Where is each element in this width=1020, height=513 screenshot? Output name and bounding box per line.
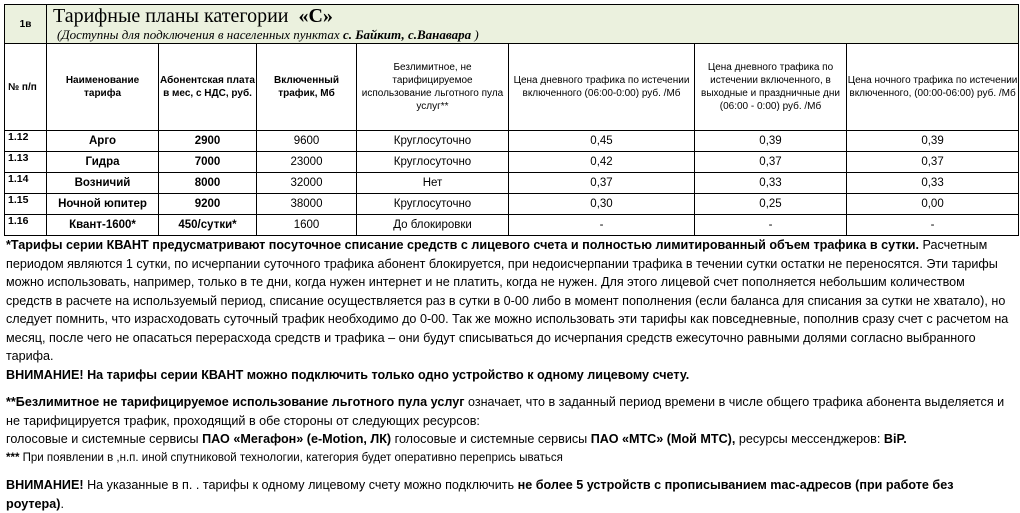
note-kvant-text: Расчетным периодом являются 1 сутки, по исчерпании суточного трафика абонент блокируется, при недоисчерпании трафика в течении сутки остатки не переносятся. Эти тарифы можно использовать, например, только в те дни, когда нужен интернет и не платить, когда не нужен. Для этого лицевой счет пополняется небольшим количеством средств в расчете на используемый период, списание осуществляется раз в сутки в 0-00 либо в момент пополнения (если баланса для списания за сутки не хватало), но следует помнить, что израсходовать суточный трафик необходимо до 0-00. Так же можно использовать эти тарифы как повседневные, пополнив сразу счет с расчетом на месяц, после чего не опасаться перерасхода средств и трафика – они будут списываться до исчерпания средств ежесуточно равными долями согласно выбранного тарифа.: [6, 238, 1009, 363]
table-row: [5, 152, 1019, 173]
row-name: Возничий: [47, 173, 159, 194]
note-kvant-bold: *Тарифы серии КВАНТ предусматривают посуточное списание средств с лицевого счета и полностью лимитированный объем трафика в сутки.: [6, 238, 920, 252]
note-kvant-warning-text: ВНИМАНИЕ! На тарифы серии КВАНТ можно подключить только одно устройство к одному лицевому счету.: [6, 367, 690, 382]
row-fee: 8000: [159, 173, 257, 194]
row-night-price: 0,37: [847, 152, 1019, 173]
row-num: 1.14: [5, 173, 47, 194]
row-night-price: 0,00: [847, 194, 1019, 215]
subtitle-suffix: ): [474, 27, 479, 42]
col-header-traffic: Включенный трафик, Мб: [257, 44, 357, 131]
note-devices-warning: ВНИМАНИЕ!: [6, 478, 84, 492]
page-title: [53, 5, 1018, 27]
row-name: Ночной юпитер: [47, 194, 159, 215]
row-traffic: 23000: [257, 152, 357, 173]
table-title-cell: [47, 5, 1019, 44]
row-fee: 9200: [159, 194, 257, 215]
note-devices: [6, 476, 1012, 513]
note-kvant: [6, 236, 1012, 366]
row-fee: 450/сутки*: [159, 215, 257, 236]
table-row: [5, 215, 1019, 236]
subtitle-places: с. Байкит, с.Ванавара: [342, 27, 472, 42]
row-weekend-price: -: [695, 215, 847, 236]
row-fee: 7000: [159, 152, 257, 173]
note-devices-text: На указанные в п. . тарифы к одному лицевому счету можно подключить: [83, 478, 518, 492]
col-header-num: № п/п: [5, 44, 47, 131]
note-services-megafon: ПАО «Мегафон» (e-Motion, ЛК): [202, 432, 392, 446]
row-day-price: 0,45: [509, 131, 695, 152]
row-traffic: 32000: [257, 173, 357, 194]
note-services-mts: ПАО «МТС» (Мой МТС),: [590, 432, 736, 446]
note-satellite-text: При появлении в ,н.п. иной спутниковой технологии, категория будет оперативно перепрись ываться: [19, 451, 563, 464]
note-satellite-mark: ***: [6, 451, 20, 464]
note-services-e: ресурсы мессенджеров:: [735, 432, 884, 446]
row-unlimited: Нет: [357, 173, 509, 194]
note-gap: [6, 384, 1012, 393]
note-services-a: голосовые и системные сервисы: [6, 432, 203, 446]
row-unlimited: До блокировки: [357, 215, 509, 236]
row-num: 1.15: [5, 194, 47, 215]
row-name: Арго: [47, 131, 159, 152]
row-day-price: 0,37: [509, 173, 695, 194]
table-row: [5, 131, 1019, 152]
row-unlimited: Круглосуточно: [357, 194, 509, 215]
col-header-day-price: Цена дневного трафика по истечении включенного (06:00-0:00) руб. /Мб: [509, 44, 695, 131]
header-row: [5, 44, 1019, 131]
note-devices-end: .: [60, 496, 64, 511]
row-unlimited: Круглосуточно: [357, 152, 509, 173]
table-row: [5, 173, 1019, 194]
row-weekend-price: 0,37: [695, 152, 847, 173]
note-unlimited-text: означает, что в заданный период времени в числе общего трафика абонента выделяется и не тарифицируется трафик, проходящий в обе стороны от следующих ресурсов:: [6, 395, 1005, 428]
table-code: 1в: [5, 5, 47, 44]
row-traffic: 1600: [257, 215, 357, 236]
row-day-price: -: [509, 215, 695, 236]
subtitle-prefix: (Доступны для подключения в населенных пунктах: [57, 27, 340, 42]
note-devices-limit: не более 5 устройств с прописыванием mac-адресов (при работе без роутера): [6, 478, 954, 511]
page-subtitle: [53, 27, 1018, 43]
row-weekend-price: 0,25: [695, 194, 847, 215]
row-fee: 2900: [159, 131, 257, 152]
col-header-unlimited: Безлимитное, не тарифицируемое использование льготного пула услуг**: [357, 44, 509, 131]
row-weekend-price: 0,39: [695, 131, 847, 152]
row-day-price: 0,30: [509, 194, 695, 215]
col-header-name: Наименование тарифа: [47, 44, 159, 131]
row-night-price: 0,33: [847, 173, 1019, 194]
row-name: Квант-1600*: [47, 215, 159, 236]
title-row: [5, 5, 1019, 44]
col-header-fee: Абонентская плата в мес, с НДС, руб.: [159, 44, 257, 131]
footnotes: [6, 236, 1012, 513]
row-night-price: 0,39: [847, 131, 1019, 152]
note-services: [6, 430, 1012, 449]
col-header-weekend-price: Цена дневного трафика по истечении включенного, в выходные и праздничные дни (06:00 - 0:00) руб. /Мб: [695, 44, 847, 131]
note-unlimited: [6, 393, 1012, 430]
title-prefix: Тарифные планы категории: [53, 5, 289, 27]
note-services-bip: BiP.: [883, 432, 907, 446]
note-gap: [6, 467, 1012, 476]
row-unlimited: Круглосуточно: [357, 131, 509, 152]
note-services-c: голосовые и системные сервисы: [391, 432, 591, 446]
row-weekend-price: 0,33: [695, 173, 847, 194]
row-traffic: 9600: [257, 131, 357, 152]
row-night-price: -: [847, 215, 1019, 236]
note-satellite: [6, 449, 1012, 468]
tariff-table: [4, 4, 1019, 236]
row-num: 1.13: [5, 152, 47, 173]
table-row: [5, 194, 1019, 215]
row-traffic: 38000: [257, 194, 357, 215]
title-category: «С»: [298, 5, 333, 27]
note-unlimited-bold: **Безлимитное не тарифицируемое использование льготного пула услуг: [6, 395, 465, 409]
col-header-night-price: Цена ночного трафика по истечении включенного, (00:00-06:00) руб. /Мб: [847, 44, 1019, 131]
note-kvant-warning: [6, 366, 1012, 385]
row-name: Гидра: [47, 152, 159, 173]
row-day-price: 0,42: [509, 152, 695, 173]
row-num: 1.16: [5, 215, 47, 236]
row-num: 1.12: [5, 131, 47, 152]
